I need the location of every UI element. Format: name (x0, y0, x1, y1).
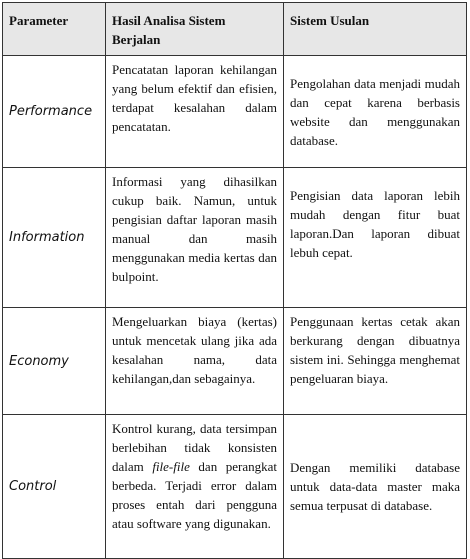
current-text-italic: file-file (152, 459, 190, 474)
table-row (3, 168, 467, 308)
table-row (3, 56, 467, 168)
header-current-line1: Hasil Analisa Sistem (112, 13, 226, 28)
proposed-system-cell: Penggunaan kertas cetak akan berkurang dengan dibuatnya sistem ini. Sehingga menghemat pengeluaran biaya. (284, 308, 467, 415)
current-system-cell: Pencatatan laporan kehilangan yang belum efektif dan efisien, terdapat kesalahan dalam pencatatan. (106, 56, 284, 168)
table-row (3, 308, 467, 415)
system-comparison-table (2, 2, 467, 559)
parameter-cell: Control (3, 415, 106, 559)
proposed-system-cell: Pengisian data laporan lebih mudah dengan fitur buat laporan.Dan laporan dibuat lebuh cepat. (284, 168, 467, 308)
parameter-cell: Economy (3, 308, 106, 415)
table-header-row (3, 3, 467, 56)
current-system-cell (106, 415, 284, 559)
parameter-cell: Performance (3, 56, 106, 168)
current-text-part2: dan perangkat berbeda. Terjadi error dalam proses entah dari pengguna atau software yang digunakan. (112, 459, 278, 531)
current-system-cell: Informasi yang dihasilkan cukup baik. Namun, untuk pengisian daftar laporan masih manual dan masih menggunakan media kertas dan bulpoint. (106, 168, 284, 308)
comparison-table-container (2, 2, 467, 559)
header-current-system (106, 3, 284, 56)
current-system-cell: Mengeluarkan biaya (kertas) untuk mencetak ulang jika ada kesalahan nama, data kehilangan,dan sebagainya. (106, 308, 284, 415)
proposed-system-cell: Dengan memiliki database untuk data-data master maka semua terpusat di database. (284, 415, 467, 559)
proposed-system-cell: Pengolahan data menjadi mudah dan cepat karena berbasis website dan menggunakan database. (284, 56, 467, 168)
current-text-part1: Kontrol kurang, data tersimpan berlebihan tidak konsisten dalam (112, 421, 277, 474)
header-current-line2: Berjalan (112, 32, 161, 47)
header-proposed-system: Sistem Usulan (284, 3, 467, 56)
header-parameter: Parameter (3, 3, 106, 56)
parameter-cell: Information (3, 168, 106, 308)
table-row (3, 415, 467, 559)
